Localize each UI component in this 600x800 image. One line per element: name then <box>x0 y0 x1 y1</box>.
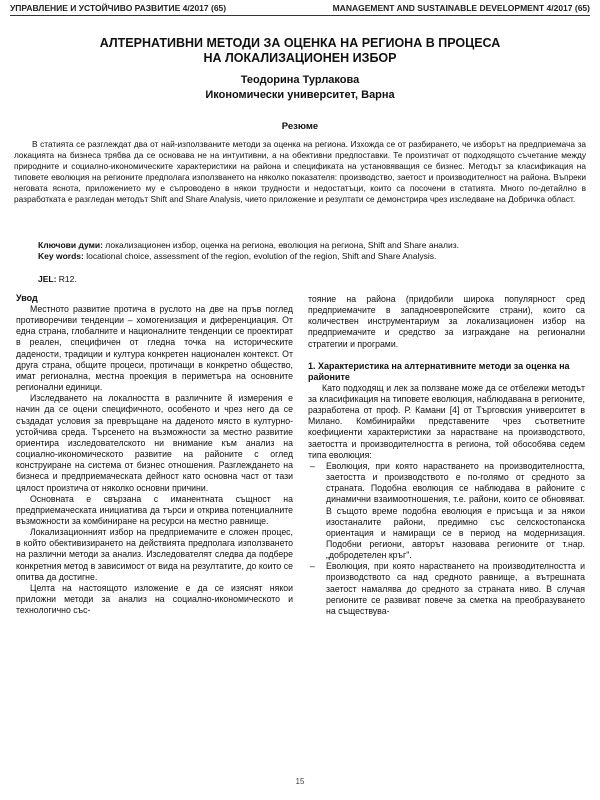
intro-paragraph-1: Местното развитие протича в руслото на две на пръв поглед противоречиви тенденции – хомогенизация и диференциация. От една страна, глобалните и националните тенденции се проектират в реален, специфичен от гледна точка на историческите дадености, традиции и култура конкретен национален контекст. От друга страна, общите процеси, протичащи в конкретно общество, имат регионална, местна проекция в периметъра на основните регионални единици. <box>16 304 293 393</box>
jel-value: R12. <box>58 274 77 284</box>
left-column <box>16 293 293 616</box>
keywords-en <box>38 251 586 262</box>
author-name: Теодорина Турлакова <box>240 74 360 86</box>
abstract-text: В статията се разглеждат два от най-използваните методи за оценка на региона. Изхожда се от разбирането, че изборът на предприемача за локацията на бизнеса трябва да се основава не на интуитивни, а на обективни предпоставки. Те произтичат от подходящото съчетание между природните и социално-икономическите характеристики на района и спецификата на установяващия се бизнес. Методът за класификация на типовете еволюция на регионите предполага използването на няколко показателя: производство, заетост и производителност на района. Въпреки неговата яснота, приложението му е съпроводено в някои трудности и недостатъци, които са посочени в статията. Много по-детайлно в разработката е разгледан методът Shift and Share Analysis, чието приложение и резултати се демонстрира чрез изследване на Добричка област. <box>14 139 586 205</box>
list-item-text: Еволюция, при която нарастването на производителността и производството са над средното равнище, а вътрешната заетост намалява до средното за страната ниво. В случая регионите се развиват повече за сметка на преобразуването на съществува- <box>326 561 585 616</box>
keywords-en-label: Key words: <box>38 251 84 261</box>
header-left: УПРАВЛЕНИЕ И УСТОЙЧИВО РАЗВИТИЕ 4/2017 (65) <box>10 3 227 13</box>
intro-paragraph-4: Локализационният избор на предприемачите е сложен процес, в който обективизирането на действията предполага използването на различни методи за анализ. Изследователят следва да подбере конкретния метод в зависимост от вида на резултатите, до които се опитва да достигне. <box>16 527 293 582</box>
list-item-text: Еволюция, при която нарастването на производителността, заетостта и производството е по-голямо от средното за страната. Подобна еволюция се наблюдава в районите с динамични взаимоотношения, т.е. райони, които се обновяват. В същото време подобна еволюция е присъща и за някои изостаналите райони, предимно със селскостопанска ориентация и намиращи се в период на модернизация. Подобни региони, авторът назовава регионите от т.нар. „добродетелен кръг". <box>326 460 585 561</box>
section-1-paragraph: Като подходящ и лек за ползване може да се отбележи методът за класификация на типовете еволюция, наблюдавана в регионите, разработена от проф. Р. Камани [4] от Търговския университет в Милано. Комбинирайки представените чрез съответните коефициенти характеристики за нарастване на производството, заетостта и производителността в региона, той обособява седем типа еволюция: <box>308 382 585 460</box>
keywords-block <box>38 240 586 262</box>
evolution-types-list <box>308 461 585 617</box>
keywords-bg-label: Ключови думи: <box>38 240 103 250</box>
intro-continuation: тояние на района (придобили широка популярност сред предприемачите в западноевропейските страни), които са количествен инструментариум за локализационен избор на предприемачите и средство за изграждане на регионални стратегии и програми. <box>308 294 585 349</box>
list-item <box>308 561 585 617</box>
title-line-2: НА ЛОКАЛИЗАЦИОНЕН ИЗБОР <box>203 51 397 65</box>
author-affiliation: Икономически университет, Варна <box>205 89 395 101</box>
keywords-bg <box>38 240 586 251</box>
page-number: 15 <box>295 777 305 786</box>
title-line-1: АЛТЕРНАТИВНИ МЕТОДИ ЗА ОЦЕНКА НА РЕГИОНА В ПРОЦЕСА <box>99 36 501 50</box>
intro-paragraph-5: Целта на настоящото изложение е да се изяснят някои приложни методи за анализ на социално-икономическото и технологично със- <box>16 582 293 616</box>
header-right: MANAGEMENT AND SUSTAINABLE DEVELOPMENT 4/2017 (65) <box>332 3 590 13</box>
intro-heading: Увод <box>16 293 38 303</box>
right-column <box>308 294 585 617</box>
abstract-heading: Резюме <box>281 121 319 132</box>
list-item <box>308 461 585 561</box>
jel-code <box>38 274 77 284</box>
keywords-en-text: locational choice, assessment of the region, evolution of the region, Shift and Share Analysis. <box>86 251 437 261</box>
jel-label: JEL: <box>38 274 57 284</box>
running-header <box>10 3 590 16</box>
intro-paragraph-2: Изследването на локалността в различните й измерения е начин да се оцени специфичното, особеното и чрез него да се създадат условия за превръщане на даденото място в културно-устойчива среда. Търсенето на възможности за местно развитие ориентира изследователското ни внимание към анализ на социално-икономическото развитие на районите с оглед конструиране на система от бизнес отношения. Разглеждането на бизнеса и предприемаческата дейност като основна част от тази цялост произтича от няколко основни причини. <box>16 393 293 493</box>
section-1-heading: 1. Характеристика на алтернативните методи за оценка на районите <box>308 360 570 382</box>
intro-paragraph-3: Основната е свързана с иманентната същност на предприемаческата инициатива да търси и открива потенциалните възможности за комбиниране на ресурси на местно равнище. <box>16 493 293 526</box>
list-dash: – <box>310 561 315 572</box>
article-title <box>40 36 560 66</box>
keywords-bg-text: локализационен избор, оценка на региона, еволюция на региона, Shift and Share анализ. <box>105 240 459 250</box>
author-block <box>0 73 600 103</box>
list-dash: – <box>310 460 315 471</box>
